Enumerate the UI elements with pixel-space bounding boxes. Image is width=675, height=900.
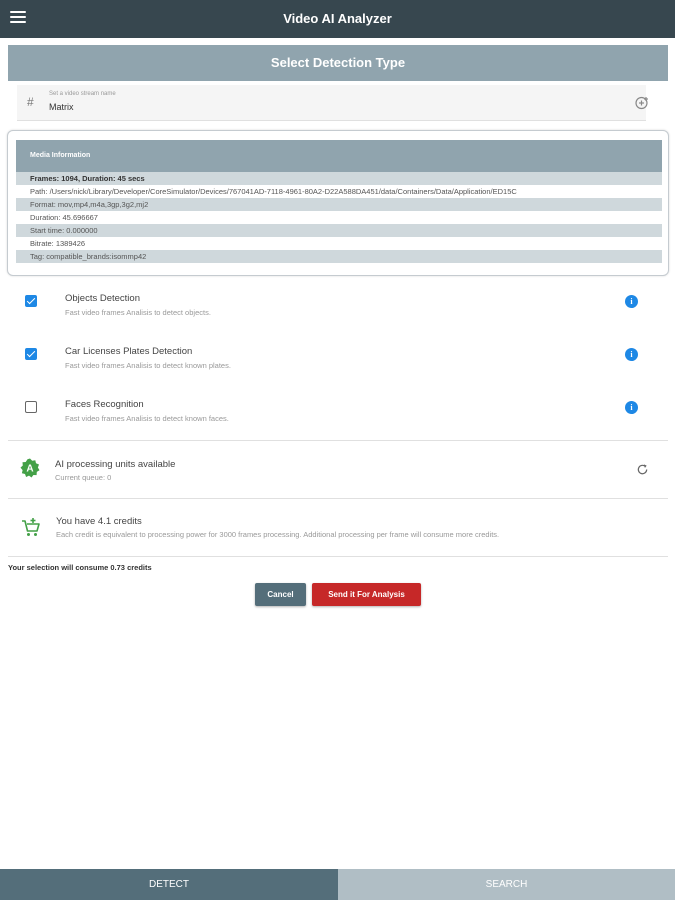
option-desc: Fast video frames Analisis to detect known plates. [65, 361, 231, 370]
cancel-button[interactable]: Cancel [255, 583, 306, 606]
send-for-analysis-button[interactable]: Send it For Analysis [312, 583, 421, 606]
stream-name-field[interactable] [17, 85, 646, 121]
media-line-duration: Duration: 45.696667 [30, 213, 98, 222]
option-desc: Fast video frames Analisis to detect known faces. [65, 414, 229, 423]
info-icon[interactable]: i [625, 348, 638, 361]
stream-name-label: Set a video stream name [49, 91, 116, 97]
divider [8, 498, 668, 499]
app-bar [0, 0, 675, 38]
bottom-tab-bar [0, 869, 675, 900]
divider [8, 556, 668, 557]
info-icon[interactable]: i [625, 401, 638, 414]
option-car-plates-detection[interactable] [0, 346, 675, 386]
ai-units-title: AI processing units available [55, 459, 176, 470]
tab-detect[interactable]: DETECT [0, 869, 338, 900]
option-name: Objects Detection [65, 293, 140, 304]
credits-title: You have 4.1 credits [56, 516, 142, 527]
app-title: Video AI Analyzer [283, 11, 392, 26]
option-desc: Fast video frames Analisis to detect objects. [65, 308, 211, 317]
tab-search[interactable]: SEARCH [338, 869, 675, 900]
car-plates-detection-checkbox[interactable] [25, 348, 37, 360]
section-title: Select Detection Type [8, 45, 668, 81]
info-icon[interactable]: i [625, 295, 638, 308]
option-faces-recognition[interactable] [0, 399, 675, 439]
divider [8, 440, 668, 441]
stream-name-value[interactable]: Matrix [49, 102, 74, 112]
media-information-title: Media Information [16, 140, 662, 172]
add-stream-icon[interactable] [634, 95, 650, 111]
credits-desc: Each credit is equivalent to processing power for 3000 frames processing. Additional processing per frame will consume more credits. [56, 530, 500, 539]
media-line-bitrate: Bitrate: 1389426 [30, 239, 86, 248]
hash-icon: # [27, 95, 34, 109]
refresh-icon[interactable] [636, 463, 649, 476]
media-information-panel[interactable] [7, 130, 669, 276]
media-line-tag: Tag: compatible_brands:isommp42 [16, 250, 662, 263]
ai-processing-row [0, 455, 675, 491]
option-name: Car Licenses Plates Detection [65, 346, 193, 357]
consume-summary: Your selection will consume 0.73 credits [8, 563, 152, 572]
faces-recognition-checkbox[interactable] [25, 401, 37, 413]
ai-badge-letter: A [26, 463, 34, 475]
ai-queue: Current queue: 0 [55, 473, 112, 482]
media-line-format: Format: mov,mp4,m4a,3gp,3g2,mj2 [16, 198, 662, 211]
option-name: Faces Recognition [65, 399, 144, 410]
media-line-frames: Frames: 1094, Duration: 45 secs [16, 172, 662, 185]
media-line-start-time: Start time: 0.000000 [16, 224, 662, 237]
option-objects-detection[interactable] [0, 293, 675, 333]
add-to-cart-icon[interactable] [20, 517, 42, 539]
credits-row [0, 513, 675, 549]
ai-badge-icon [20, 458, 40, 478]
media-line-path: Path: /Users/nick/Library/Developer/CoreSimulator/Devices/767041AD-7118-4961-80A2-D22A588DA451/data/Containers/Data/Application/ED15C [30, 187, 517, 196]
objects-detection-checkbox[interactable] [25, 295, 37, 307]
media-information-list[interactable] [16, 172, 662, 276]
